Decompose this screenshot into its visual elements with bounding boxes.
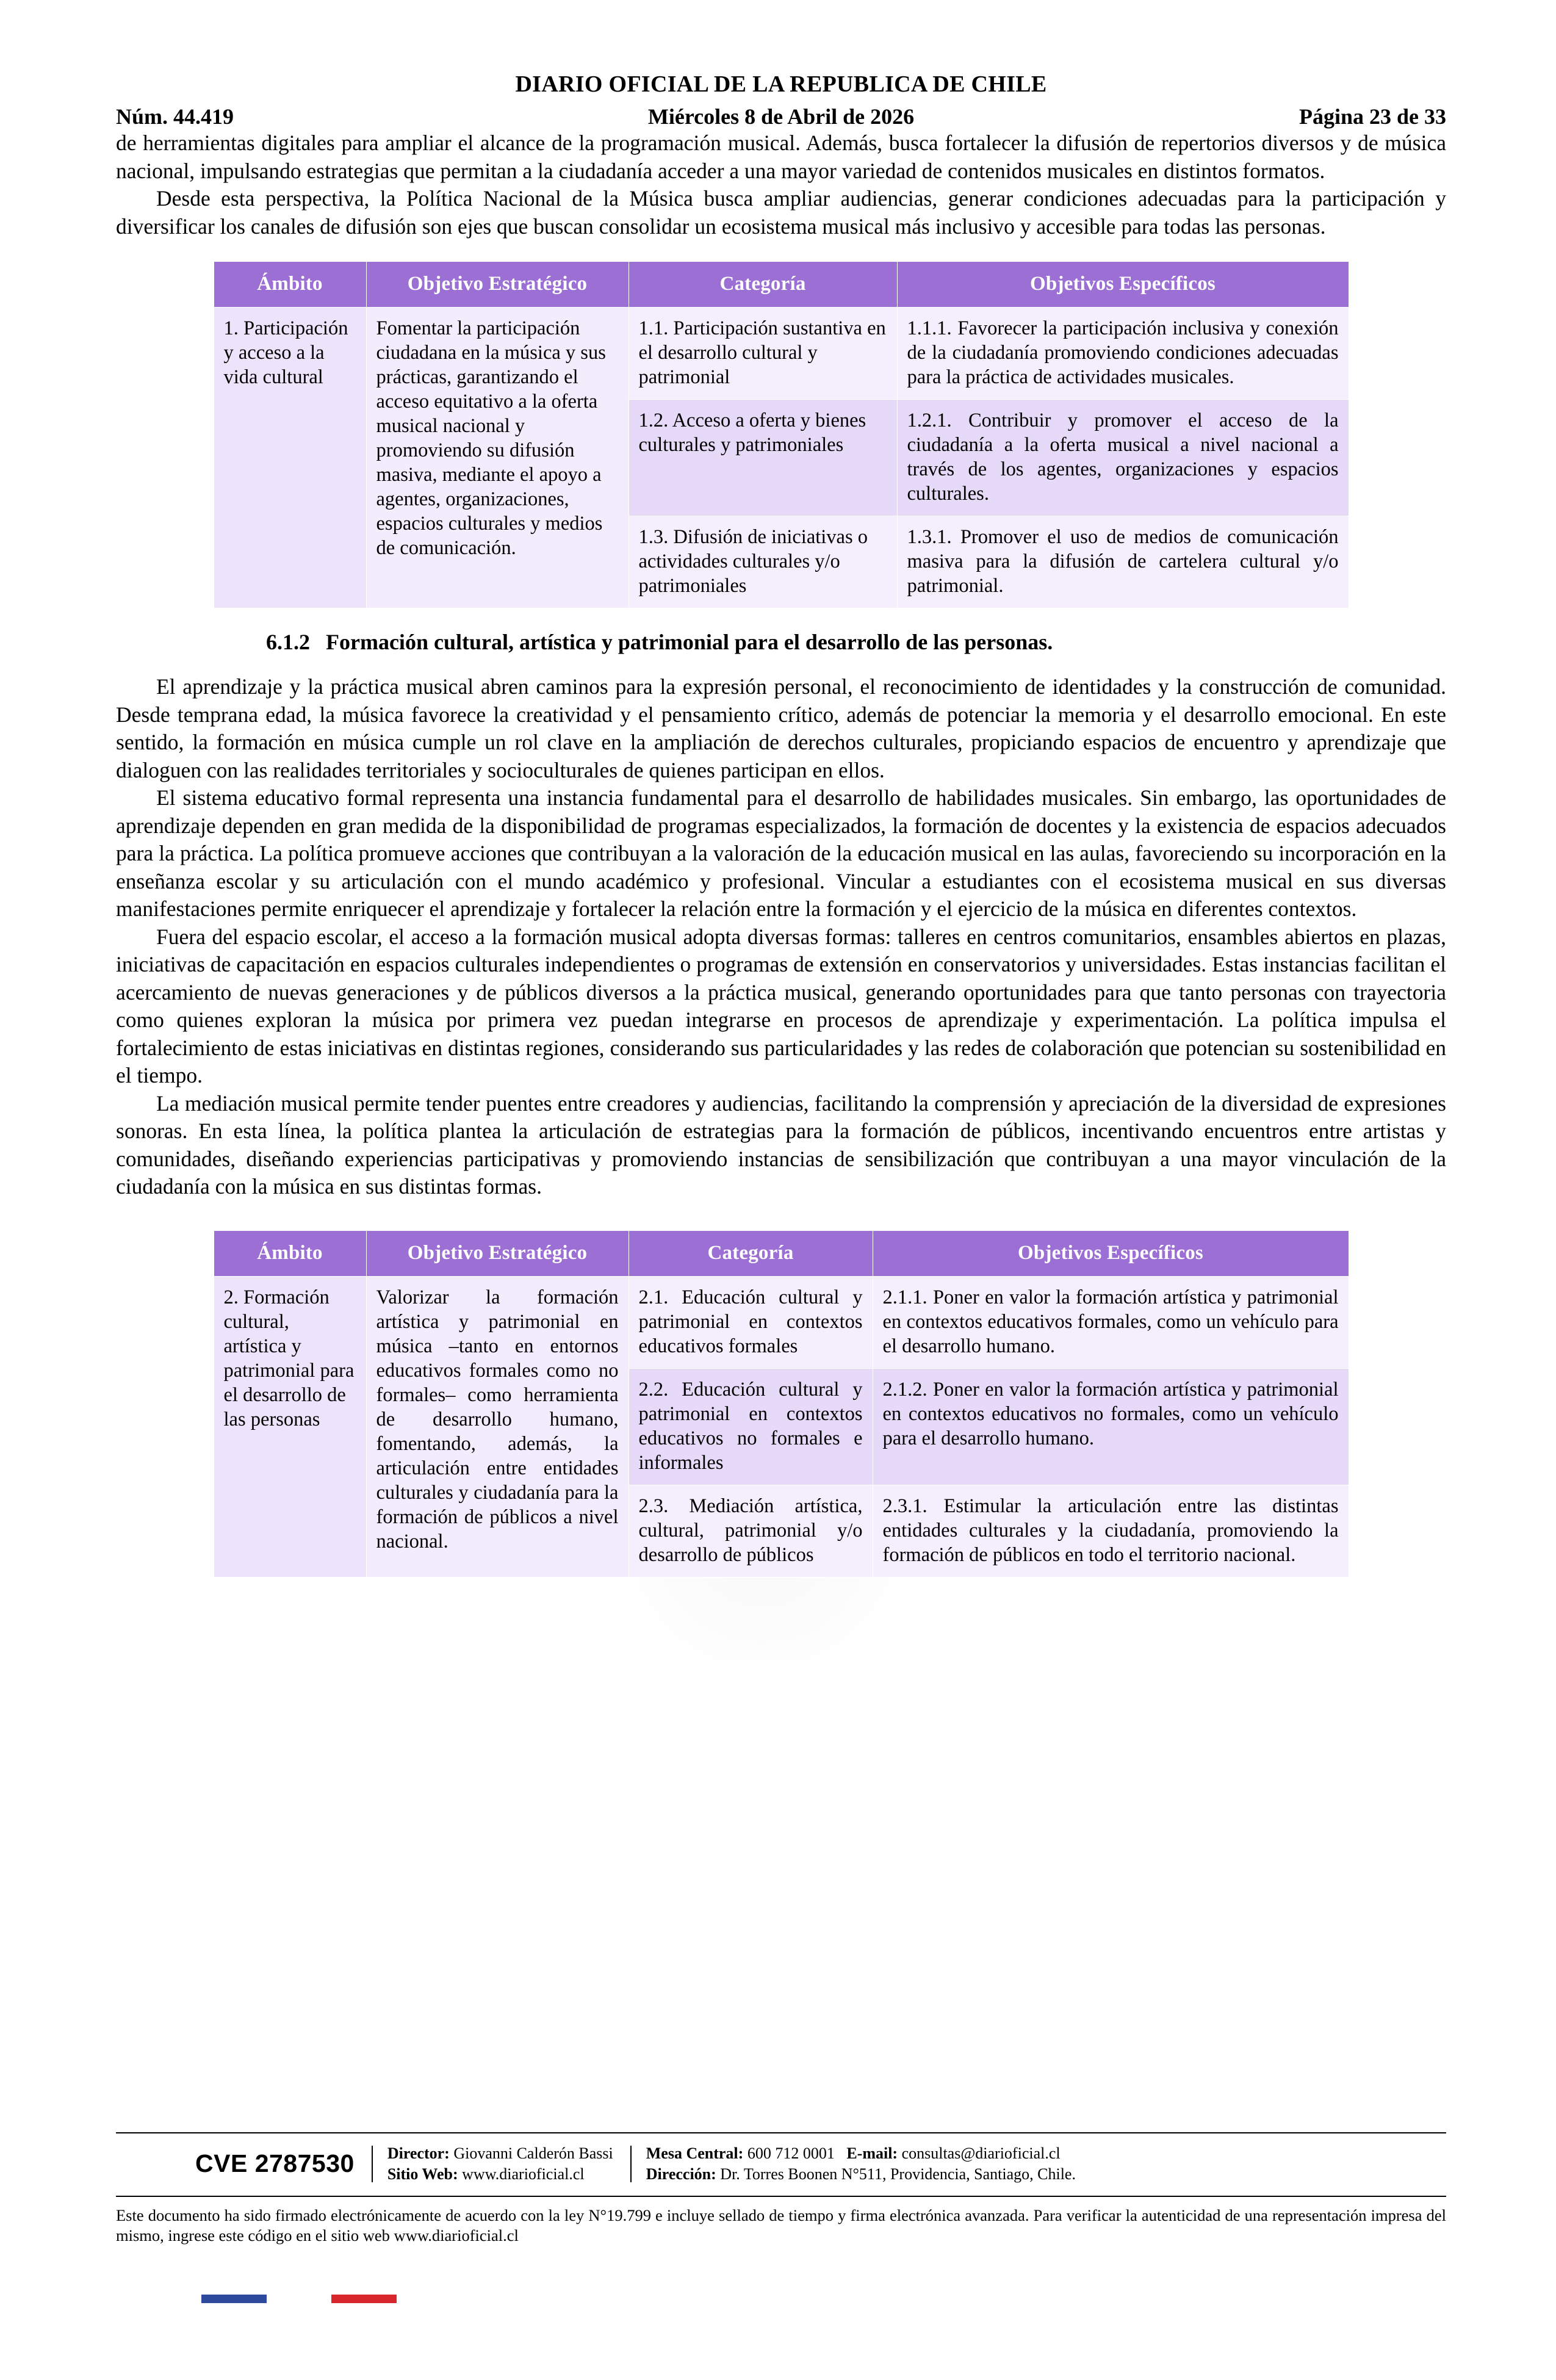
footer-director-label: Director: bbox=[387, 2144, 450, 2162]
paragraph-body-1: El aprendizaje y la práctica musical abren caminos para la expresión personal, el reconocimiento de identidades y la construcción de comunidad. Desde temprana edad, la música favorece la creatividad y el pensamiento crítico, además de potenciar la memoria y el desarrollo emocional. En este sentido, la formación en música cumple un rol clave en la ampliación de derechos culturales, propiciando espacios de encuentro y aprendizaje que dialoguen con las realidades territoriales y socioculturales de quienes participan en ellos. bbox=[116, 674, 1446, 782]
cell-ambito-1: 1. Participación y acceso a la vida cultural bbox=[214, 308, 366, 608]
cell-ambito-2: 2. Formación cultural, artística y patrimonial para el desarrollo de las personas bbox=[214, 1276, 366, 1577]
column-header-ambito: Ámbito bbox=[214, 1230, 366, 1276]
cell-especifico-2-2: 2.1.2. Poner en valor la formación artística y patrimonial en contextos educativos no formales, como un vehículo para el desarrollo humano. bbox=[873, 1368, 1349, 1485]
footer-column-right bbox=[646, 2143, 1076, 2185]
section-heading bbox=[116, 629, 1446, 655]
cell-objetivo-1: Fomentar la participación ciudadana en la música y sus prácticas, garantizando el acceso equitativo a la oferta musical nacional y promoviendo su difusión masiva, mediante el apoyo a agentes, organizaciones, espacios culturales y medios de comunicación. bbox=[366, 308, 629, 608]
column-header-especificos: Objetivos Específicos bbox=[897, 262, 1349, 308]
footer-email-label: E-mail: bbox=[846, 2144, 898, 2162]
column-header-objetivo: Objetivo Estratégico bbox=[366, 1230, 629, 1276]
issue-date: Miércoles 8 de Abril de 2026 bbox=[647, 104, 915, 129]
page-indicator: Página 23 de 33 bbox=[1298, 104, 1446, 129]
cell-categoria-2-1: 2.1. Educación cultural y patrimonial en contextos educativos formales bbox=[629, 1276, 873, 1368]
chile-flag-stripe bbox=[201, 2295, 397, 2303]
footer-main bbox=[116, 2133, 1446, 2193]
paragraph-intro-2: Desde esta perspectiva, la Política Nacional de la Música busca ampliar audiencias, generar condiciones adecuadas para la participación y diversificar los canales de difusión son ejes que buscan consolidar un ecosistema musical más inclusivo y accesible para todas las personas. bbox=[116, 186, 1446, 239]
cell-categoria-1-3: 1.3. Difusión de iniciativas o actividades culturales y/o patrimoniales bbox=[629, 516, 897, 608]
footer-mesa-label: Mesa Central: bbox=[646, 2144, 744, 2162]
footer-email-value[interactable]: consultas@diarioficial.cl bbox=[901, 2144, 1061, 2162]
footer-site-label: Sitio Web: bbox=[387, 2165, 458, 2183]
footer-address-value: Dr. Torres Boonen N°511, Providencia, Santiago, Chile. bbox=[720, 2165, 1076, 2183]
cell-especifico-2-1: 2.1.1. Poner en valor la formación artística y patrimonial en contextos educativos formales, como un vehículo para el desarrollo humano. bbox=[873, 1276, 1349, 1368]
header-meta-row bbox=[116, 104, 1446, 129]
flag-red-stripe bbox=[331, 2295, 397, 2303]
flag-white-stripe bbox=[267, 2295, 332, 2303]
cell-categoria-2-3: 2.3. Mediación artística, cultural, patrimonial y/o desarrollo de públicos bbox=[629, 1485, 873, 1577]
objectives-table-1 bbox=[214, 261, 1349, 608]
table-header-row bbox=[214, 1230, 1349, 1276]
column-header-categoria: Categoría bbox=[629, 262, 897, 308]
table-1-wrapper bbox=[116, 261, 1446, 608]
cell-categoria-1-1: 1.1. Participación sustantiva en el desarrollo cultural y patrimonial bbox=[629, 308, 897, 400]
footer-mesa-value: 600 712 0001 bbox=[747, 2144, 835, 2162]
paragraph-intro-1: de herramientas digitales para ampliar el alcance de la programación musical. Además, busca fortalecer la difusión de repertorios diversos y de música nacional, impulsando estrategias que permitan a la ciudadanía acceder a una mayor variedad de contenidos musicales en distintos formatos. bbox=[116, 131, 1446, 183]
footer-address-line bbox=[646, 2164, 1076, 2185]
column-header-categoria: Categoría bbox=[629, 1230, 873, 1276]
legal-notice: Este documento ha sido firmado electrónicamente de acuerdo con la ley N°19.799 e incluye sellado de tiempo y firma electrónica avanzada. Para verificar la autenticidad de una representación impresa del mismo, ingrese este código en el sitio web www.diarioficial.cl bbox=[116, 2206, 1446, 2245]
cell-especifico-1-1: 1.1.1. Favorecer la participación inclusiva y conexión de la ciudadanía promoviendo condiciones adecuadas para la práctica de actividades musicales. bbox=[897, 308, 1349, 400]
footer-director-value: Giovanni Calderón Bassi bbox=[453, 2144, 613, 2162]
objectives-table-2 bbox=[214, 1230, 1349, 1578]
table-2-wrapper bbox=[116, 1230, 1446, 1578]
cell-categoria-2-2: 2.2. Educación cultural y patrimonial en contextos educativos no formales e informales bbox=[629, 1368, 873, 1485]
footer-director-line bbox=[387, 2143, 613, 2164]
column-header-especificos: Objetivos Específicos bbox=[873, 1230, 1349, 1276]
cve-code: CVE 2787530 bbox=[195, 2149, 355, 2177]
paragraph-body-4: La mediación musical permite tender puentes entre creadores y audiencias, facilitando la comprensión y apreciación de la diversidad de expresiones sonoras. En esta línea, la política plantea la articulación de estrategias para la formación de públicos, incentivando encuentros entre artistas y comunidades, diseñando experiencias participativas y promoviendo instancias de sensibilización que contribuyan a una mayor vinculación de la ciudadanía con la música en sus distintas formas. bbox=[116, 1091, 1446, 1199]
cell-objetivo-2: Valorizar la formación artística y patrimonial en música –tanto en entornos educativos formales como no formales– como herramienta de desarrollo humano, fomentando, además, la articulación entre entidades culturales y ciudadanía para la formación de públicos a nivel nacional. bbox=[366, 1276, 629, 1577]
footer-site-line bbox=[387, 2164, 613, 2185]
page-header bbox=[116, 71, 1446, 129]
publication-title: DIARIO OFICIAL DE LA REPUBLICA DE CHILE bbox=[515, 71, 1047, 97]
section-number: 6.1.2 bbox=[266, 630, 310, 654]
cell-especifico-1-2: 1.2.1. Contribuir y promover el acceso de la ciudadanía a la oferta musical a nivel nacional a través de los agentes, organizaciones y espacios culturales. bbox=[897, 400, 1349, 516]
footer-site-value[interactable]: www.diarioficial.cl bbox=[462, 2165, 585, 2183]
issue-number: Núm. 44.419 bbox=[116, 104, 234, 129]
table-header-row bbox=[214, 262, 1349, 308]
paragraph-body-3: Fuera del espacio escolar, el acceso a la formación musical adopta diversas formas: talleres en centros comunitarios, ensambles abiertos en plazas, iniciativas de capacitación en espacios culturales independientes o programas de extensión en conservatorios y universidades. Estas instancias facilitan el acercamiento de nuevas generaciones y de públicos diversos a la práctica musical, generando oportunidades para que tanto personas con trayectoria como quienes exploran la música por primera vez puedan integrarse en procesos de aprendizaje y experimentación. La política impulsa el fortalecimiento de estas iniciativas en distintas regiones, considerando sus particularidades y las redes de colaboración que potencian su sostenibilidad en el tiempo. bbox=[116, 924, 1446, 1087]
footer-separator-1 bbox=[372, 2146, 373, 2182]
table-row bbox=[214, 308, 1349, 400]
footer-address-label: Dirección: bbox=[646, 2165, 716, 2183]
paragraph-body-2: El sistema educativo formal representa una instancia fundamental para el desarrollo de habilidades musicales. Sin embargo, las oportunidades de aprendizaje dependen en gran medida de la disponibilidad de programas especializados, la formación de docentes y la existencia de espacios adecuados para la práctica. La política promueve acciones que contribuyan a la valoración de la educación musical en las aulas, favoreciendo su incorporación en la enseñanza escolar y su articulación con el mundo académico y profesional. Vincular a estudiantes con el ecosistema musical en sus diversas manifestaciones permite enriquecer el aprendizaje y fortalecer la relación entre la formación y el ejercicio de la música en diferentes contextos. bbox=[116, 785, 1446, 921]
footer-phone-line bbox=[646, 2143, 1076, 2164]
cell-especifico-2-3: 2.3.1. Estimular la articulación entre las distintas entidades culturales y la ciudadanía, promoviendo la formación de públicos en todo el territorio nacional. bbox=[873, 1485, 1349, 1577]
column-header-objetivo: Objetivo Estratégico bbox=[366, 262, 629, 308]
page-footer bbox=[116, 2132, 1446, 2246]
page-content bbox=[116, 0, 1446, 1578]
cell-especifico-1-3: 1.3.1. Promover el uso de medios de comunicación masiva para la difusión de cartelera cultural y/o patrimonial. bbox=[897, 516, 1349, 608]
footer-separator-2 bbox=[630, 2146, 632, 2182]
column-header-ambito: Ámbito bbox=[214, 262, 366, 308]
cell-categoria-1-2: 1.2. Acceso a oferta y bienes culturales y patrimoniales bbox=[629, 400, 897, 516]
table-row bbox=[214, 1276, 1349, 1368]
flag-blue-stripe bbox=[201, 2295, 267, 2303]
footer-column-left bbox=[387, 2143, 613, 2185]
section-title: Formación cultural, artística y patrimonial para el desarrollo de las personas. bbox=[326, 630, 1053, 654]
